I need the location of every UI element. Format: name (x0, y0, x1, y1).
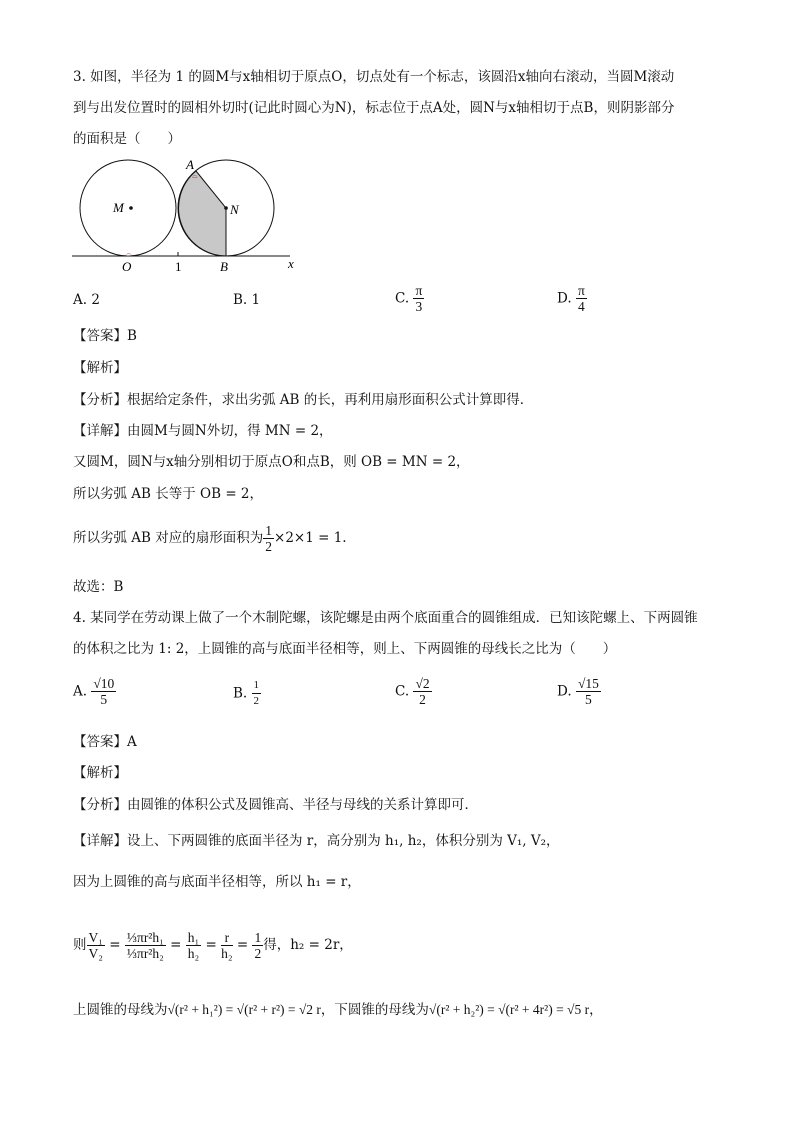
q3-detail-3: 所以劣弧 AB 长等于 OB = 2， (73, 486, 264, 502)
q3-answer: 【答案】B (73, 328, 137, 344)
q3-figure (68, 158, 308, 276)
label-b: B (220, 259, 228, 274)
label-one: 1 (175, 259, 182, 274)
circle-m (80, 160, 176, 256)
q3-stem-line3: 的面积是（ ） (73, 131, 181, 147)
label-n: N (230, 202, 239, 217)
q4-stem-line1: 4. 某同学在劳动课上做了一个木制陀螺，该陀螺是由两个底面重合的圆锥组成．已知该陀螺上、下两圆锥 (73, 610, 698, 626)
q4-detail-1: 【详解】设上、下两圆锥的底面半径为 r，高分别为 h₁, h₂，体积分别为 V₁, V₂， (73, 833, 560, 849)
q4-detail-2: 因为上圆锥的高与底面半径相等，所以 h₁ = r， (73, 874, 361, 890)
q4-option-a: A. $\frac{√10}{5}$ (73, 676, 115, 707)
label-a: A (186, 158, 194, 172)
q4-jiexi: 【解析】 (73, 765, 127, 781)
svg-text:⌓: ⌓ (192, 172, 198, 180)
label-o: O (122, 259, 132, 274)
center-n-dot (224, 206, 228, 210)
label-x: x (288, 256, 294, 271)
q3-option-a: A. 2 (73, 292, 100, 308)
q4-answer: 【答案】A (73, 734, 137, 750)
q4-option-d: D. $\frac{√15}{5}$ (557, 676, 599, 707)
q4-fenxi: 【分析】由圆锥的体积公式及圆锥高、半径与母线的关系计算即可． (73, 797, 478, 813)
q3-jiexi: 【解析】 (73, 360, 127, 376)
q3-option-c: C. $\frac{\pi}{3}$ (395, 283, 423, 314)
q3-stem-line2: 到与出发位置时的圆相外切时(记此时圆心为N)，标志位于点A处，圆N与x轴相切于点B，则阴影部分 (73, 100, 675, 116)
q3-choose: 故选：B (73, 579, 124, 595)
q3-fenxi: 【分析】根据给定条件，求出劣弧 AB 的长，再利用扇形面积公式计算即得． (73, 392, 534, 408)
q3-detail-1: 【详解】由圆M与圆N外切，得 MN = 2， (73, 423, 333, 439)
q3-option-d: D. $\frac{\pi}{4}$ (557, 283, 585, 314)
q3-stem-line1: 3. 如图，半径为 1 的圆M与x轴相切于原点O，切点处有一个标志，该圆沿x轴向右滚动，当圆M滚动 (73, 69, 675, 85)
q3-detail-2: 又圆M，圆N与x轴分别相切于原点O和点B，则 OB = MN = 2， (73, 454, 470, 470)
q4-detail-3: 则 $\frac{\text{V₁}}{\text{V₂}}$ = $\frac{\text{⅓πr²h₁}}{\text{⅓πr²h₂}}$ = $\frac{\text{h₁}}{\text{h₂}}$ = $\frac{r}{\text{h₂}}$ = $\frac{1}{2}$ 得，h₂ = 2r， (73, 930, 353, 961)
svg-text:⌓: ⌓ (126, 250, 132, 258)
shaded-region (179, 171, 226, 256)
q4-stem-line2: 的体积之比为 1: 2，上圆锥的高与底面半径相等，则上、下两圆锥的母线长之比为（ ） (73, 641, 617, 657)
center-m-dot (129, 206, 133, 210)
label-m: M (113, 200, 124, 215)
q3-option-b: B. 1 (233, 292, 261, 308)
q4-detail-4: 上圆锥的母线为√(r² + h₁²) = √(r² + r²) = √2 r，下圆锥的母线为√(r² + h₂²) = √(r² + 4r²) = √5 r， (73, 1002, 603, 1018)
q4-option-b: B. $\frac{1}{2}$ (233, 679, 260, 707)
q4-option-c: C. $\frac{√2}{2}$ (395, 676, 430, 707)
q3-detail-4: 所以劣弧 AB 对应的扇形面积为 $\frac{1}{2}$ ×2×1 = 1. (73, 523, 347, 554)
